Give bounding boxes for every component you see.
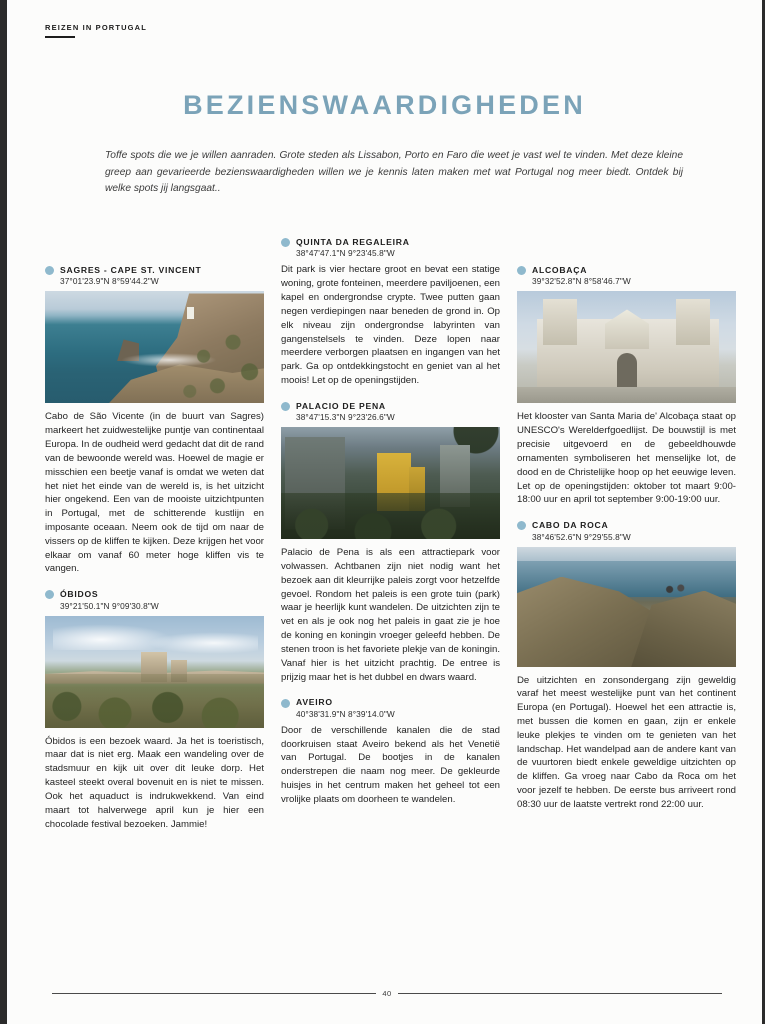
- entry-coordinates: 37°01'23.9"N 8°59'44.2"W: [60, 276, 159, 287]
- bullet-circle-icon: [517, 266, 526, 275]
- column-right: [517, 238, 736, 845]
- entry-body: Dit park is vier hectare groot en bevat een statige woning, grote fonteinen, meerdere paviljoenen, een kapel en ondergrondse crypte. Twee putten gaan negen verdiepingen naar beneden de grond in. Op elk niveau zijn ondergrondse labyrinten van gangenstelsels te vinden. Deze lopen naar meerdere verborgen plaatsen en ingangen van het park. Ga op ontdekkingstocht en geniet van al het moois! Let op de openingstijden.: [281, 264, 500, 386]
- entry-body: Door de verschillende kanalen die de stad doorkruisen staat Aveiro bekend als het Venetië van Portugal. De bootjes in de kanalen onderstrepen die naam nog meer. De gekleurde huisjes in het centrum maken het geheel tot een vrolijke plaats om doorheen te wandelen.: [281, 724, 500, 805]
- entry-title: SAGRES - CAPE ST. VINCENT: [60, 265, 202, 275]
- entry-heading: [281, 238, 500, 247]
- entry-coordinates: 39°21'50.1"N 9°09'30.8"W: [60, 600, 159, 611]
- pena-palace-photo: [281, 427, 500, 539]
- entry-body: De uitzichten en zonsondergang zijn geweldig varaf het meest westelijke punt van het continent Europa (en Portugal). Hoewel het een attractie is, met bussen die komen en gaan, zijn er enkele leuke plekjes te vinden om te genieten van het landschap. Het wandelpad aan de andere kant van de vuurtoren biedt enkele geweldige uitzichten op de kliffen. Ga vroeg naar Cabo da Roca om het voor jezelf te hebben. De eerste bus arriveert rond 08:30 uur de laatste vertrekt rond 22:00 uur.: [517, 674, 736, 810]
- entry-coordinates: 38°47'15.3"N 9°23'26.6"W: [296, 412, 395, 423]
- entry-palacio-de-pena: [281, 402, 500, 685]
- entry-alcobaca: [517, 266, 736, 507]
- entry-title: ÓBIDOS: [60, 589, 99, 600]
- running-header-rule: [45, 36, 75, 38]
- bullet-circle-icon: [281, 402, 290, 411]
- entry-heading: [517, 266, 736, 275]
- obidos-castle-photo: [45, 616, 264, 728]
- page-number: 40: [382, 989, 392, 998]
- entry-body: Palacio de Pena is als een attractiepark voor volwassen. Achtbanen zijn niet nodig want het bezoek aan dit kleurrijke paleis zorgt voor hetzelfde gevoel. Rondom het paleis is een grote tuin (park) waar je heerlijk kunt wandelen. De uitzichten zijn te vet en als je ook nog het paleis in gaat zie je hoe de koning en koningin vroeger geleefd hebben. De stenen troon is het favoriete plekje van de koningin. Vanaf hier is het uitzicht prachtig. De entree is prijzig maar het is het dubbel en dwars waard.: [281, 547, 500, 683]
- entry-coordinates: 38°47'47.1"N 9°23'45.8"W: [296, 248, 395, 259]
- bullet-circle-icon: [45, 266, 54, 275]
- entry-coordinates: 40°38'31.9"N 8°39'14.0"W: [296, 708, 395, 719]
- entry-aveiro: [281, 698, 500, 806]
- article-columns: [45, 238, 735, 845]
- footer-rule-right: [398, 993, 722, 994]
- entry-body: Cabo de São Vicente (in de buurt van Sagres) markeert het zuidwestelijke puntje van continentaal Europa. In de oudheid werd gedacht dat dit de rand van de bewoonde wereld was. Hoewel de magie er misschien een beetje vanaf is omdat we weten dat het niet het einde van de wereld is, is het uitzicht hier ongekend. Een van de mooiste uitzichtpunten in Portugal, met de schitterende kustlijn en imposante oceaan. Neem ook de tijd om naar de vissers op de kliffen te kijken. Deze krijgen het voor elkaar om vanaf 60 meter hoge kliffen vis te vangen.: [45, 411, 264, 575]
- bullet-circle-icon: [281, 699, 290, 708]
- cabo-da-roca-cliffs-photo: [517, 547, 736, 667]
- bullet-circle-icon: [281, 238, 290, 247]
- entry-body: Óbidos is een bezoek waard. Ja het is toeristisch, maar dat is niet erg. Maak een wandeling over de stadsmuur en kijk uit over dit leuke dorp. Het kasteel steekt overal bovenuit en is niet te missen. Ook het aquaduct is indrukwekkend. Van eind maart tot halverwege april kun je hier een chocolade festival bezoeken. Jammie!: [45, 735, 264, 830]
- footer-rule-left: [52, 993, 376, 994]
- bullet-circle-icon: [517, 521, 526, 530]
- entry-body: Het klooster van Santa Maria de' Alcobaça staat op UNESCO's Werelderfgoedlijst. De bouwstijl is met precisie uitgevoerd en de gebeeldhouwde ornamenten symboliseren het menselijke lot, de dood en de Christelijke hoop op het eeuwige leven. Let op de openingstijden: oktober tot maart 9:00-18:00 uur en april tot september 9:00-19:00 uur.: [517, 411, 736, 506]
- page-content-area: [7, 0, 762, 1024]
- entry-title: CABO DA ROCA: [532, 520, 609, 531]
- column-middle: [281, 238, 500, 845]
- entry-obidos: [45, 590, 264, 831]
- page-title: BEZIENSWAARDIGHEDEN: [183, 90, 586, 120]
- entry-title: QUINTA DA REGALEIRA: [296, 237, 410, 247]
- entry-heading: [45, 266, 264, 275]
- column-left: [45, 238, 264, 845]
- bullet-circle-icon: [45, 590, 54, 599]
- entry-heading: [517, 521, 736, 530]
- entry-heading: [45, 590, 264, 599]
- entry-coordinates: 39°32'52.8"N 8°58'46.7"W: [532, 276, 631, 287]
- running-header: [45, 24, 147, 38]
- entry-quinta-da-regaleira: [281, 238, 500, 388]
- entry-title: ALCOBAÇA: [532, 265, 588, 275]
- entry-heading: [281, 698, 500, 707]
- entry-title: AVEIRO: [296, 697, 333, 708]
- page-footer: [52, 989, 722, 998]
- entry-cabo-da-roca: [517, 521, 736, 812]
- entry-sagres: [45, 266, 264, 576]
- entry-coordinates: 38°46'52.6"N 9°29'55.8"W: [532, 531, 631, 542]
- alcobaca-monastery-photo: [517, 291, 736, 403]
- intro-paragraph: Toffe spots die we je willen aanraden. Grote steden als Lissabon, Porto en Faro die weet je vast wel te vinden. Met deze kleine greep aan gevarieerde bezienswaardigheden willen we je kennis laten maken met wat Portugal nog meer biedt. Ontdek bij welke spots jij langsgaat..: [105, 150, 683, 195]
- sagres-cliffs-photo: [45, 291, 264, 403]
- entry-heading: [281, 402, 500, 411]
- entry-title: PALACIO DE PENA: [296, 400, 386, 411]
- running-header-label: REIZEN IN PORTUGAL: [45, 23, 147, 32]
